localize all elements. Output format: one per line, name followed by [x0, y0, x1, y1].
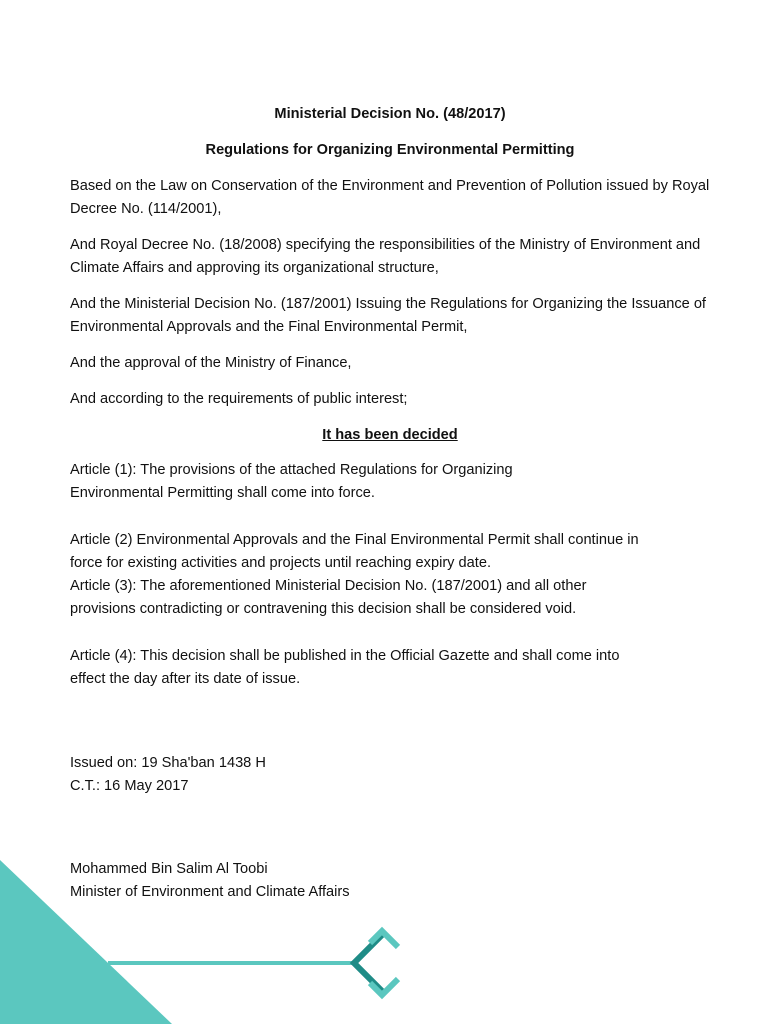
signatory-title: Minister of Environment and Climate Affairs	[70, 884, 350, 900]
document-subtitle: Regulations for Organizing Environmental Permitting	[205, 142, 575, 158]
preamble-paragraph: Based on the Law on Conservation of the Environment and Prevention of Pollution issued by Royal Decree No. (114/2001),	[70, 178, 710, 217]
article-3-line: Article (3): The aforementioned Ministerial Decision No. (187/2001) and all other	[70, 578, 587, 594]
decided-heading: It has been decided	[322, 427, 458, 443]
preamble-paragraph: And according to the requirements of public interest;	[70, 391, 408, 407]
issued-on-gregorian: C.T.: 16 May 2017	[70, 778, 189, 794]
document-title: Ministerial Decision No. (48/2017)	[274, 106, 506, 122]
teal-triangle-shape	[0, 860, 172, 1024]
article-4-line: effect the day after its date of issue.	[70, 671, 301, 687]
preamble-paragraph: And Royal Decree No. (18/2008) specifying the responsibilities of the Ministry of Environment and Climate Affairs and approving its organizational structure,	[70, 237, 701, 276]
dark-chevron-shape	[354, 935, 382, 991]
issued-on-hijri: Issued on: 19 Sha'ban 1438 H	[70, 755, 266, 771]
signatory-name: Mohammed Bin Salim Al Toobi	[70, 861, 268, 877]
article-4-line: Article (4): This decision shall be published in the Official Gazette and shall come into	[70, 648, 620, 664]
article-2-line: force for existing activities and projects until reaching expiry date.	[70, 555, 491, 571]
preamble-paragraph: And the approval of the Ministry of Finance,	[70, 355, 352, 371]
article-1-line: Article (1): The provisions of the attached Regulations for Organizing	[70, 462, 513, 478]
article-2-line: Article (2) Environmental Approvals and the Final Environmental Permit shall continue in	[70, 532, 639, 548]
article-3-line: provisions contradicting or contravening this decision shall be considered void.	[70, 601, 577, 617]
preamble-paragraph: And the Ministerial Decision No. (187/2001) Issuing the Regulations for Organizing the Issuance of Environmental Approvals and the Final Environmental Permit,	[70, 296, 706, 335]
article-1-line: Environmental Permitting shall come into force.	[70, 485, 375, 501]
